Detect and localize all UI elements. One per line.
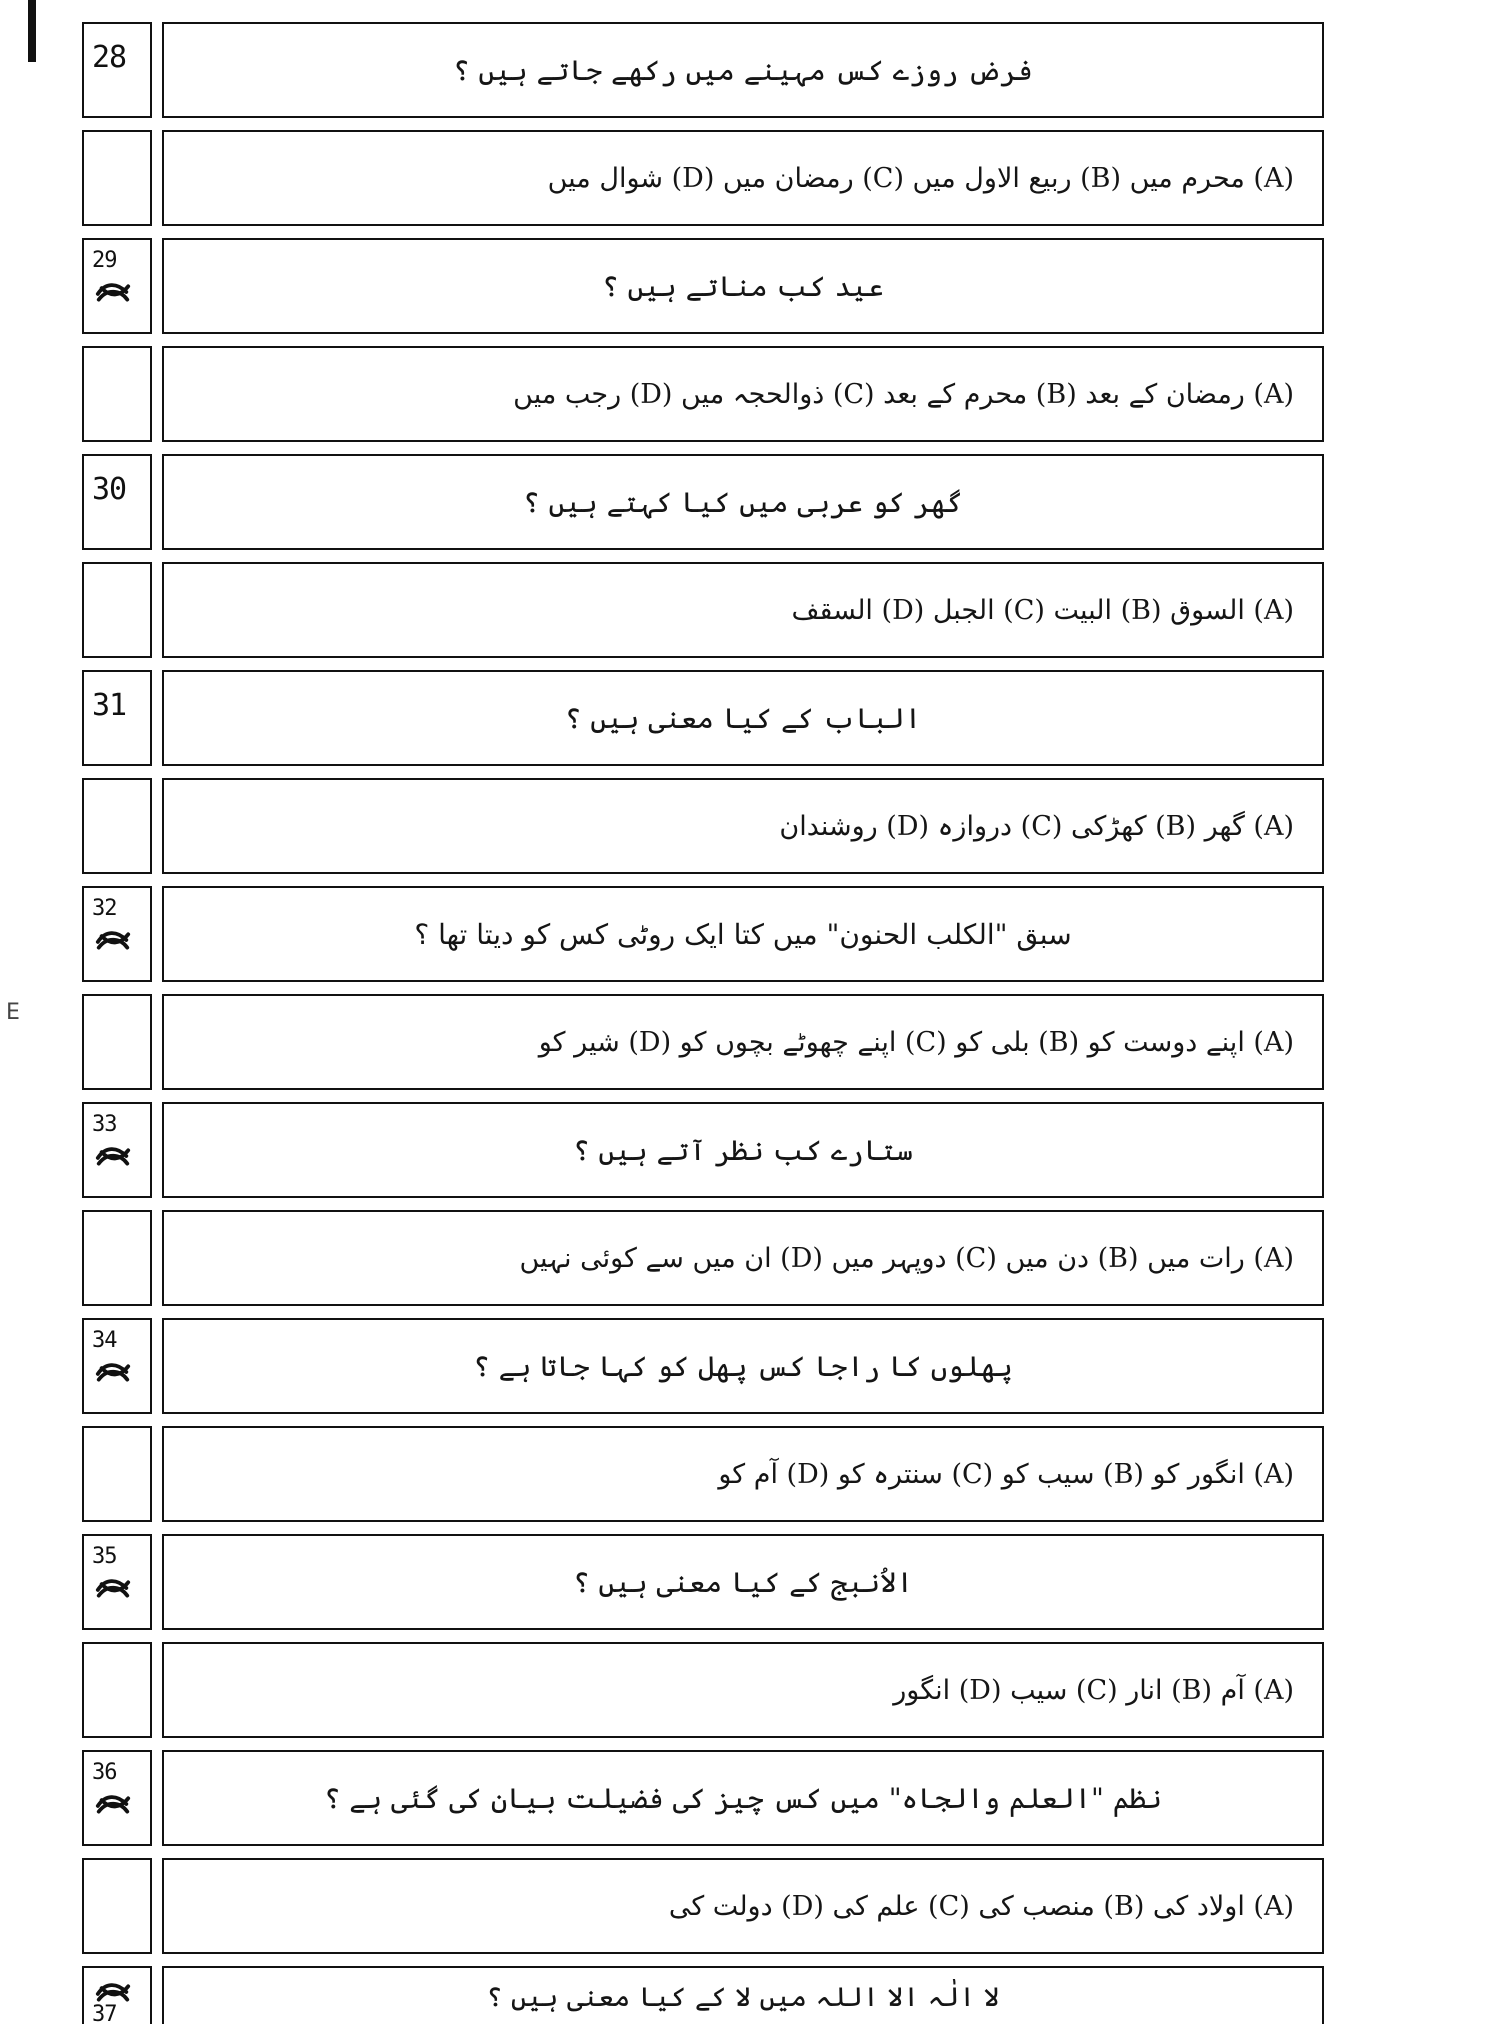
question-text: عید کب مناتے ہیں ؟ <box>602 269 884 303</box>
options-cell <box>162 1858 1324 1954</box>
question-row <box>82 238 1324 334</box>
options-text: (A) السوق (B) البیت (C) الجبل (D) السقف <box>791 594 1294 626</box>
question-text: نظم "العلم والجاہ" میں کس چیز کی فضیلت بیان کی گئی ہے ؟ <box>323 1781 1163 1815</box>
scribble-mark <box>94 276 132 308</box>
question-text: فرض روزے کس مہینے میں رکھے جاتے ہیں ؟ <box>453 53 1033 87</box>
options-cell <box>162 994 1324 1090</box>
options-cell <box>162 1642 1324 1738</box>
empty-number-cell <box>82 562 152 658</box>
question-sheet <box>82 22 1324 2027</box>
options-cell <box>162 562 1324 658</box>
scribble-mark <box>94 1356 132 1388</box>
options-cell <box>162 1426 1324 1522</box>
options-text: (A) اپنے دوست کو (B) بلی کو (C) اپنے چھوٹے بچوں کو (D) شیر کو <box>538 1026 1294 1058</box>
scribble-mark <box>94 1572 132 1604</box>
empty-number-cell <box>82 778 152 874</box>
options-text: (A) محرم میں (B) ربیع الاول میں (C) رمضان میں (D) شوال میں <box>547 162 1294 194</box>
options-cell <box>162 346 1324 442</box>
question-number-cell <box>82 1750 152 1846</box>
question-number-cell <box>82 22 152 118</box>
question-number-cell <box>82 1318 152 1414</box>
question-text: گھر کو عربی میں کیا کہتے ہیں ؟ <box>523 485 963 519</box>
question-number: 32 <box>92 896 117 921</box>
question-number-cell <box>82 1102 152 1198</box>
question-cell <box>162 1102 1324 1198</box>
empty-number-cell <box>82 346 152 442</box>
question-cell <box>162 22 1324 118</box>
question-text: لا الٰہ الا اللہ میں لا کے کیا معنی ہیں ؟ <box>486 1982 1000 2013</box>
margin-mark: E <box>6 1000 20 1025</box>
options-row <box>82 994 1324 1090</box>
empty-number-cell <box>82 1858 152 1954</box>
question-number-cell <box>82 454 152 550</box>
empty-number-cell <box>82 1210 152 1306</box>
empty-number-cell <box>82 130 152 226</box>
options-text: (A) رات میں (B) دن میں (C) دوپہر میں (D) ان میں سے کوئی نہیں <box>519 1242 1294 1274</box>
question-number: 34 <box>92 1328 117 1353</box>
question-cell <box>162 1534 1324 1630</box>
question-row <box>82 886 1324 982</box>
question-row <box>82 670 1324 766</box>
options-row <box>82 1642 1324 1738</box>
question-number-cell <box>82 1534 152 1630</box>
options-text: (A) گھر (B) کھڑکی (C) دروازہ (D) روشندان <box>779 810 1294 842</box>
question-row <box>82 1750 1324 1846</box>
question-number-cell <box>82 1966 152 2027</box>
options-cell <box>162 1210 1324 1306</box>
binding-edge-mark <box>28 0 36 62</box>
question-text: الاُنبج کے کیا معنی ہیں ؟ <box>573 1565 913 1599</box>
question-cell <box>162 670 1324 766</box>
question-row <box>82 1318 1324 1414</box>
question-number: 35 <box>92 1544 117 1569</box>
question-cell <box>162 1750 1324 1846</box>
question-cell <box>162 886 1324 982</box>
options-text: (A) اولاد کی (B) منصب کی (C) علم کی (D) دولت کی <box>668 1890 1294 1922</box>
question-row <box>82 1102 1324 1198</box>
question-number: 31 <box>92 688 127 723</box>
question-cell <box>162 1318 1324 1414</box>
question-number: 33 <box>92 1112 117 1137</box>
question-text: ستارے کب نظر آتے ہیں ؟ <box>573 1133 913 1167</box>
question-row <box>82 454 1324 550</box>
options-row <box>82 1426 1324 1522</box>
options-row <box>82 130 1324 226</box>
options-row <box>82 346 1324 442</box>
partial-question-row <box>82 1966 1324 2027</box>
question-text: الباب کے کیا معنی ہیں ؟ <box>564 701 922 735</box>
options-text: (A) رمضان کے بعد (B) محرم کے بعد (C) ذوالحجہ میں (D) رجب میں <box>513 378 1294 410</box>
question-number: 29 <box>92 248 117 273</box>
question-number-cell <box>82 886 152 982</box>
empty-number-cell <box>82 1642 152 1738</box>
options-row <box>82 1210 1324 1306</box>
question-number-cell <box>82 670 152 766</box>
question-number: 28 <box>92 40 127 75</box>
empty-number-cell <box>82 1426 152 1522</box>
question-number: 37 <box>92 2002 117 2027</box>
question-text: سبق "الکلب الحنون" میں کتا ایک روٹی کس کو دیتا تھا ؟ <box>414 917 1072 951</box>
question-number: 36 <box>92 1760 117 1785</box>
scribble-mark <box>94 1140 132 1172</box>
options-text: (A) آم (B) انار (C) سیب (D) انگور <box>893 1674 1294 1706</box>
options-row <box>82 778 1324 874</box>
question-text: پھلوں کا راجا کس پھل کو کہا جاتا ہے ؟ <box>473 1349 1013 1383</box>
empty-number-cell <box>82 994 152 1090</box>
question-row <box>82 22 1324 118</box>
question-cell <box>162 454 1324 550</box>
question-number: 30 <box>92 472 127 507</box>
options-cell <box>162 778 1324 874</box>
question-cell <box>162 238 1324 334</box>
options-row <box>82 562 1324 658</box>
scribble-mark <box>94 1788 132 1820</box>
question-row <box>82 1534 1324 1630</box>
options-text: (A) انگور کو (B) سیب کو (C) سنترہ کو (D) آم کو <box>718 1458 1294 1490</box>
scribble-mark <box>94 924 132 956</box>
options-row <box>82 1858 1324 1954</box>
question-cell <box>162 1966 1324 2024</box>
options-cell <box>162 130 1324 226</box>
question-number-cell <box>82 238 152 334</box>
